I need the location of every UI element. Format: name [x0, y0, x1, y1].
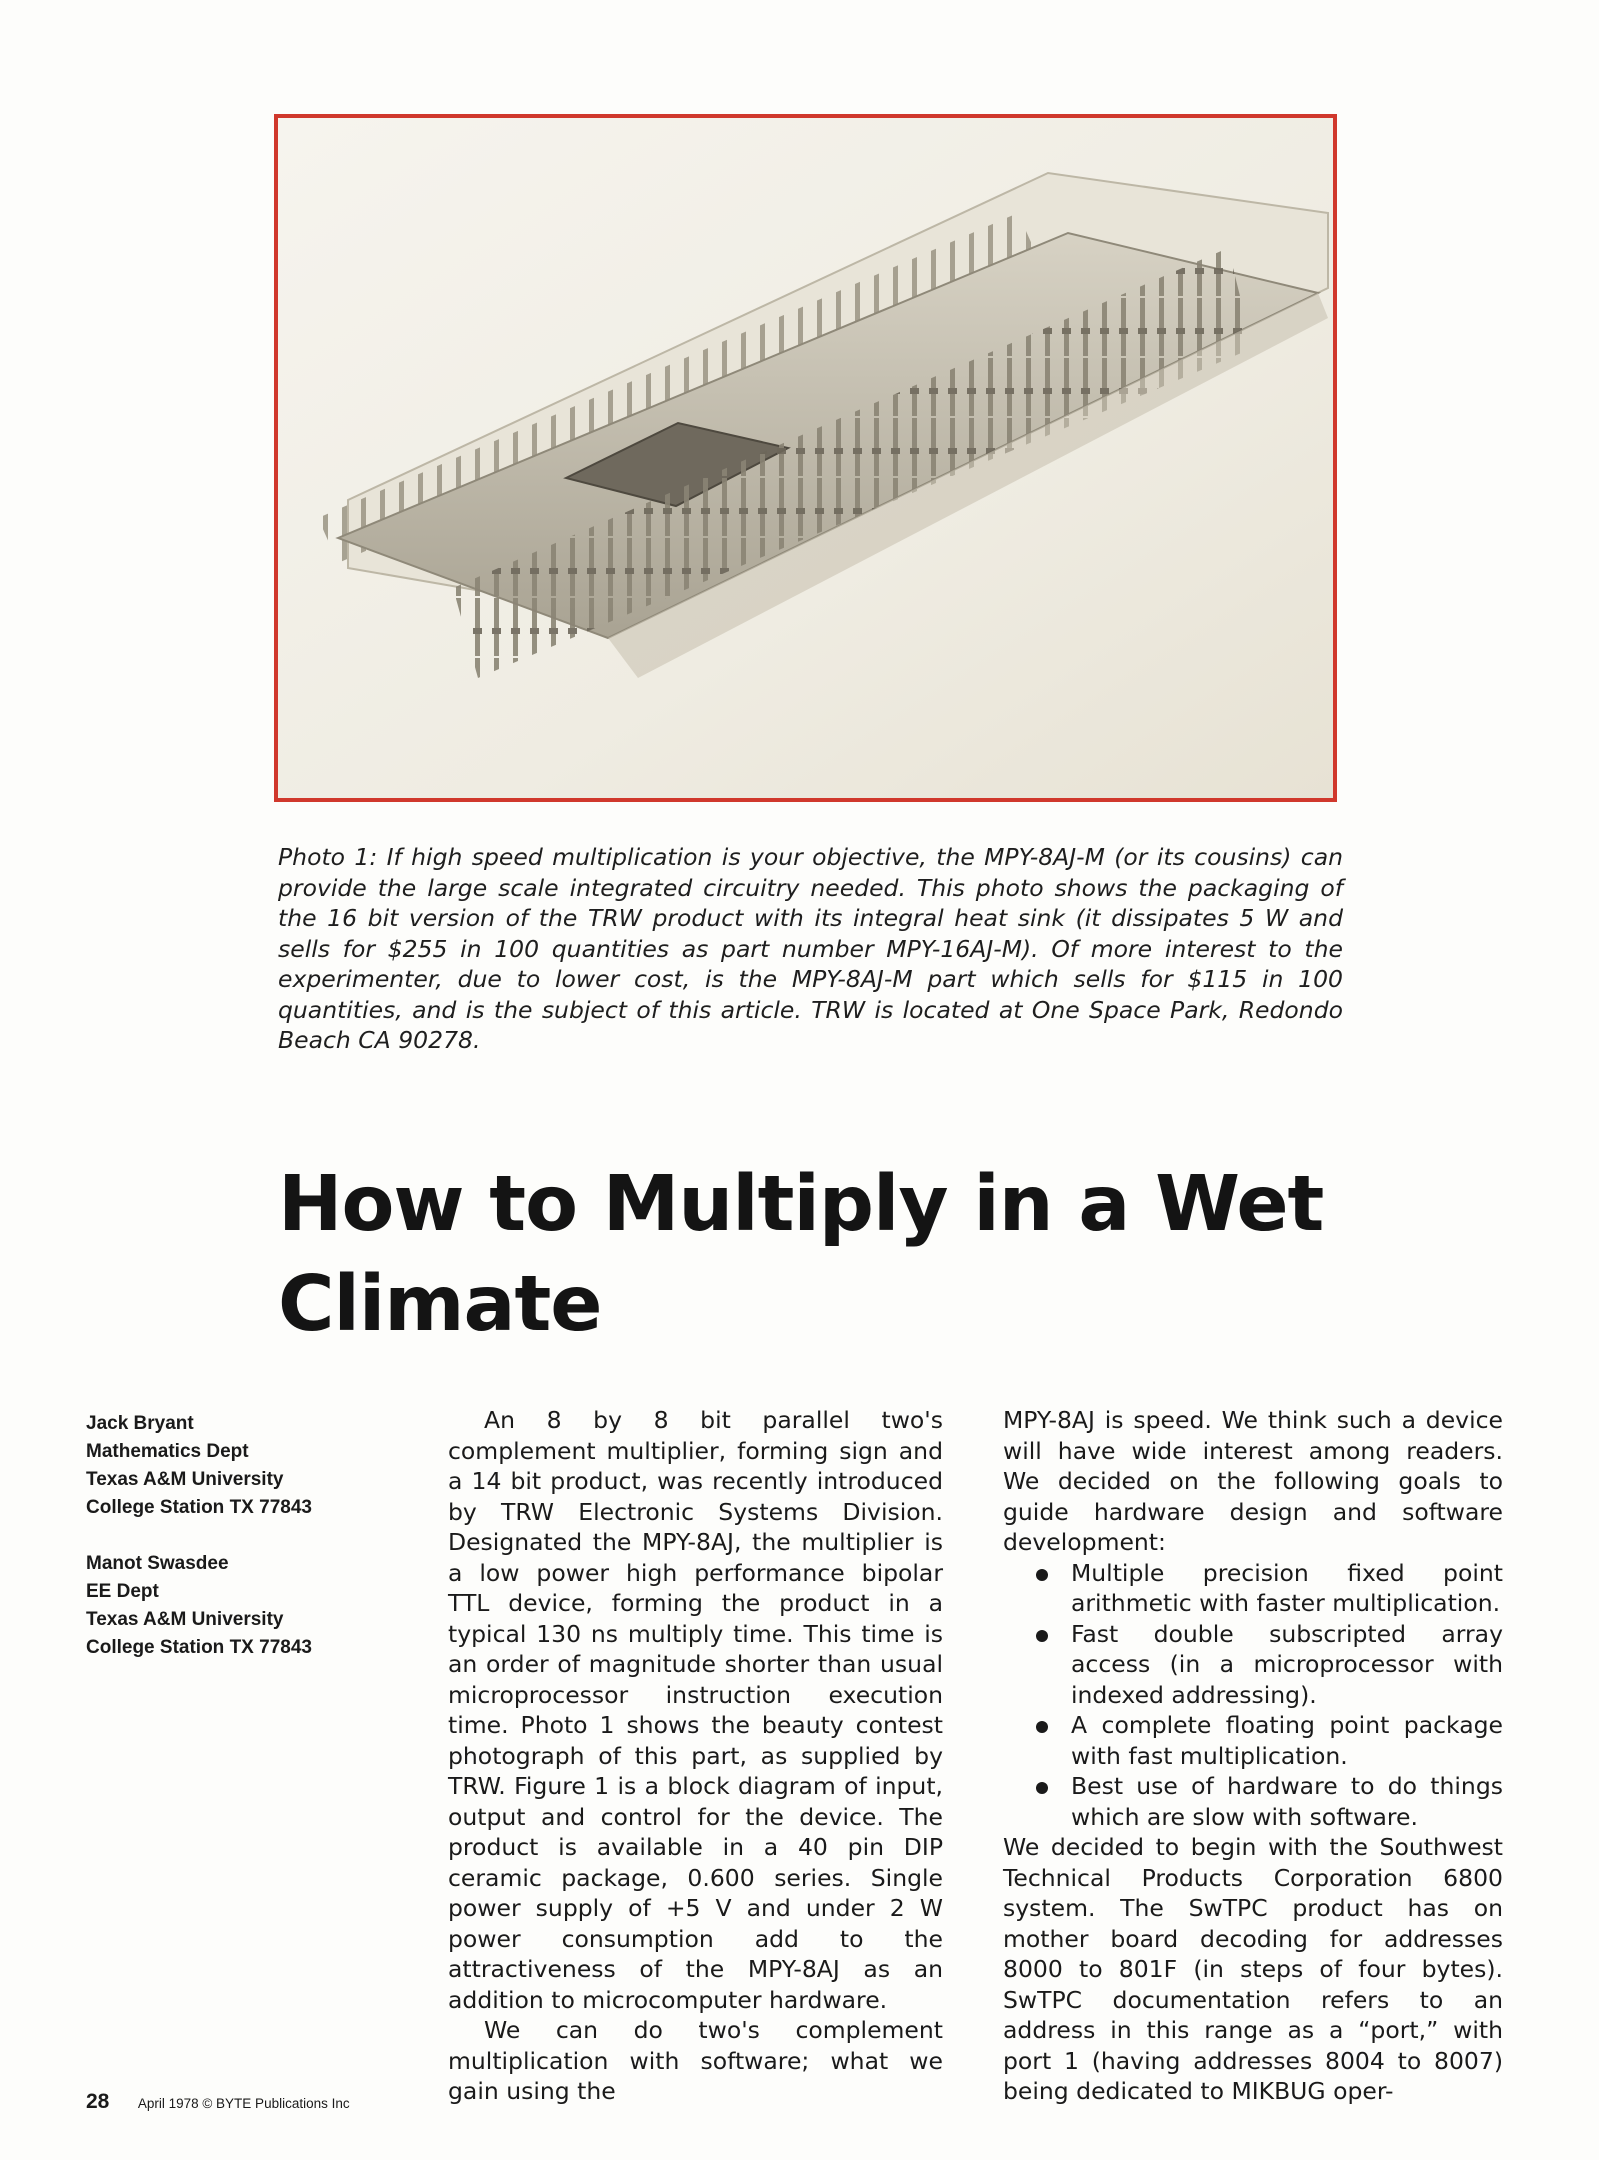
author-department: Mathematics Dept [86, 1441, 249, 1462]
author-block [86, 1550, 386, 1662]
body-paragraph-2 [448, 2015, 943, 2107]
article-title: How to Multiply in a Wet Climate [278, 1160, 1324, 1349]
bullet-icon [1036, 1569, 1048, 1581]
body-paragraph-2-text: We can do two's complement multiplication with software; what we gain using the [448, 2016, 943, 2105]
bullet-icon [1036, 1782, 1048, 1794]
bullet-icon [1036, 1630, 1048, 1642]
body-paragraph-3: We decided to begin with the Southwest Technical Products Corporation 6800 system. The SwTPC product has on mother board decoding for addresses 8000 to 801F (in steps of four bytes). SwTPC documentation refers to an address in this range as a “port,” with port 1 (having addresses 8004 to 8007) being dedicated to MIKBUG oper- [1003, 1833, 1503, 2105]
goal-item: Best use of hardware to do things which are slow with software. [1003, 1771, 1503, 1832]
publication-info: April 1978 © BYTE Publications Inc [137, 2096, 350, 2111]
author-university: Texas A&M University [86, 1469, 284, 1490]
author-university: Texas A&M University [86, 1609, 284, 1630]
goal-item: Multiple precision fixed point arithmetic with faster multiplication. [1003, 1558, 1503, 1619]
page-number: 28 [86, 2090, 110, 2113]
chip-photo-illustration [278, 118, 1333, 798]
photo-caption: Photo 1: If high speed multiplication is your objective, the MPY-8AJ-M (or its cousins) can provide the large scale integrated circuitry needed. This photo shows the packaging of the 16 bit version of the TRW product with its integral heat sink (it dissipates 5 W and sells for $255 in 100 quantities as part number MPY-16AJ-M). Of more interest to the experimenter, due to lower cost, is the MPY-8AJ-M part which sells for $115 in 100 quantities, and is the subject of this article. TRW is located at One Space Park, Redondo Beach CA 90278. [278, 843, 1343, 1054]
goals-list [1003, 1558, 1503, 1833]
author-address: College Station TX 77843 [86, 1497, 312, 1518]
body-paragraph-1: An 8 by 8 bit parallel two's complement multiplier, forming sign and a 14 bit product, was recently introduced by TRW Electronic Systems Division. Designated the MPY-8AJ, the multiplier is a low power high performance bipolar TTL device, forming the product in a typical 130 ns multiply time. This time is an order of magnitude shorter than usual microprocessor instruction execution time. Photo 1 shows the beauty contest photograph of this part, as supplied by TRW. Figure 1 is a block diagram of input, output and control for the device. The product is available in a 40 pin DIP ceramic package, 0.600 series. Single power supply of +5 V and under 2 W power consumption add to the attractiveness of the MPY-8AJ as an addition to microcomputer hardware. [448, 1406, 943, 2014]
photo-1 [274, 114, 1337, 802]
author-list [86, 1410, 386, 1690]
body-paragraph-2-continued: MPY-8AJ is speed. We think such a device will have wide interest among readers. We decided on the following goals to guide hardware design and software development: [1003, 1406, 1503, 1556]
author-department: EE Dept [86, 1581, 159, 1602]
goal-item: Fast double subscripted array access (in a microprocessor with indexed addressing). [1003, 1619, 1503, 1711]
page-footer [86, 2090, 350, 2114]
bullet-icon [1036, 1721, 1048, 1733]
author-name: Manot Swasdee [86, 1553, 229, 1574]
author-address: College Station TX 77843 [86, 1637, 312, 1658]
body-column-1 [448, 1405, 943, 2107]
goal-item: A complete floating point package with fast multiplication. [1003, 1710, 1503, 1771]
author-name: Jack Bryant [86, 1413, 194, 1434]
body-column-2 [1003, 1405, 1503, 2107]
author-block [86, 1410, 386, 1522]
